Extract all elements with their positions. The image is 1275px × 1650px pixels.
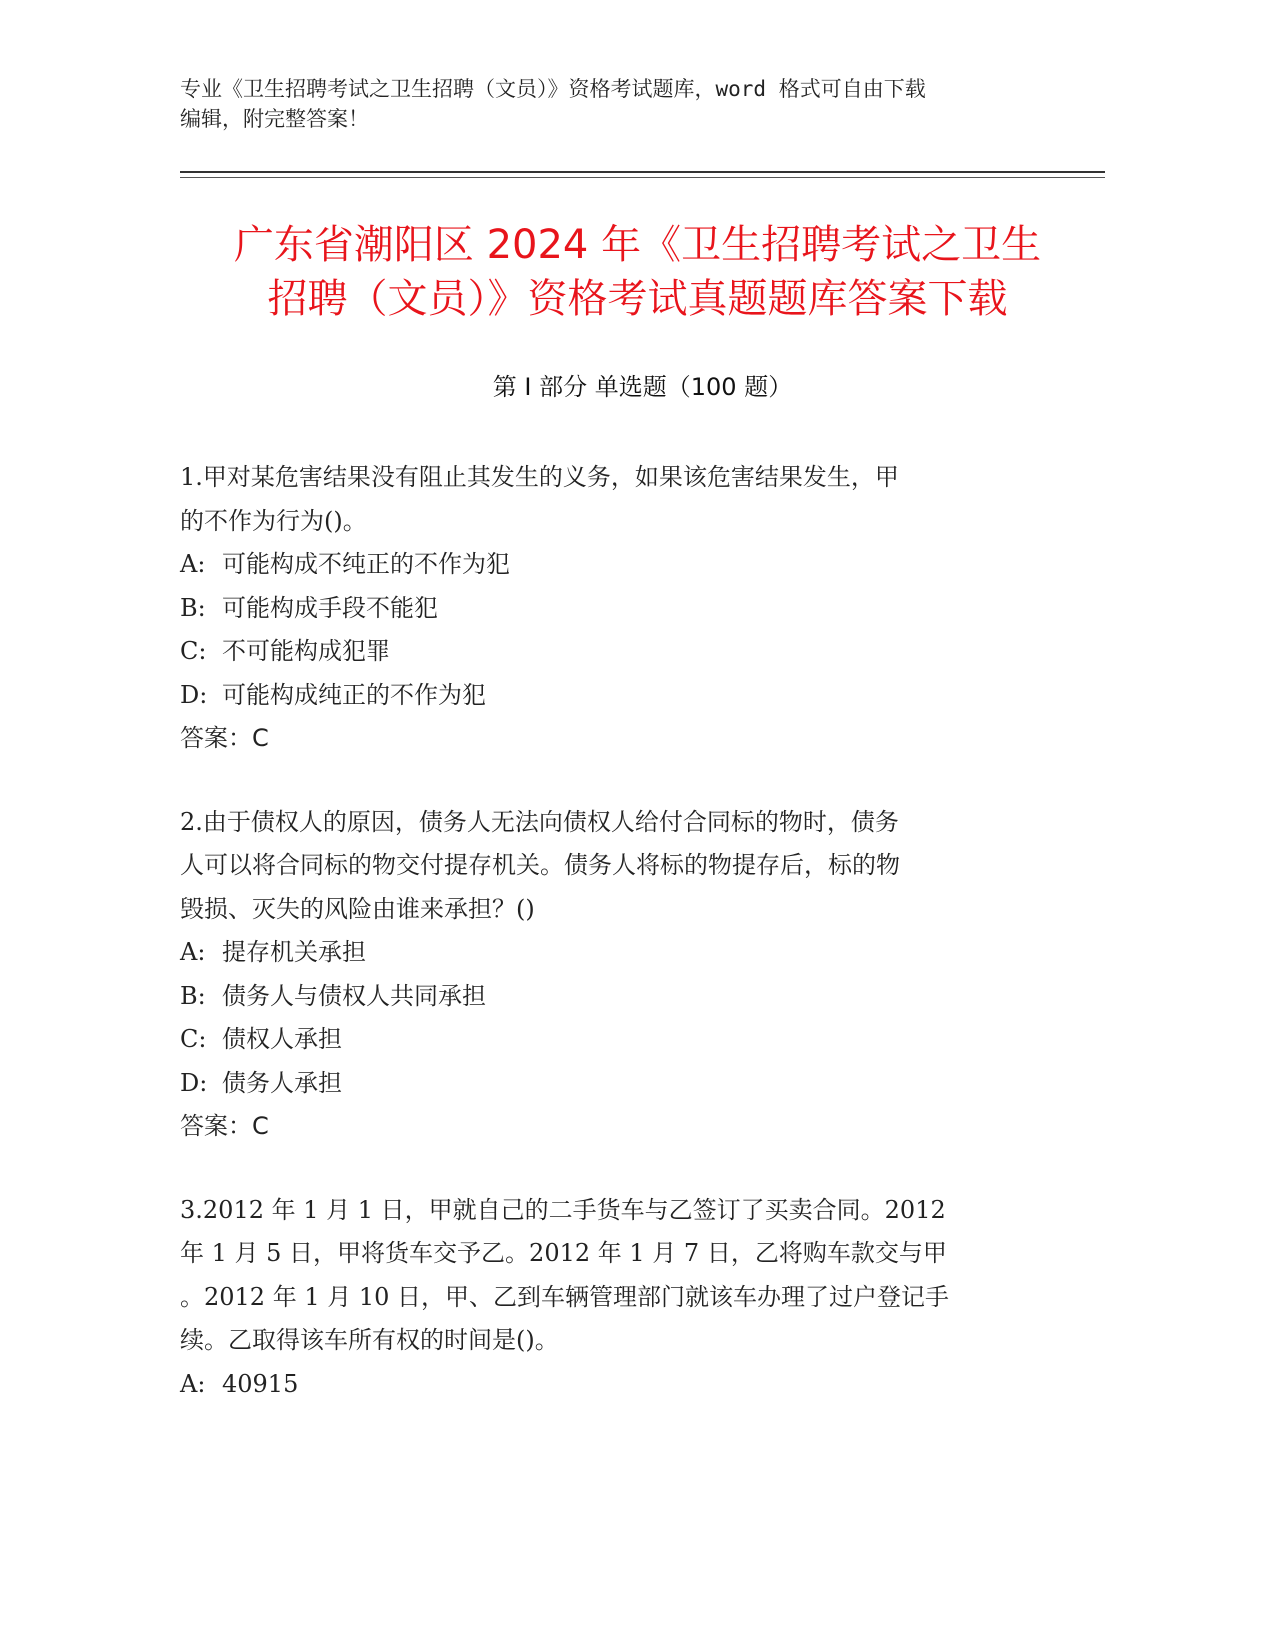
question-stem-line: 续。乙取得该车所有权的时间是()。 (180, 1326, 559, 1354)
question-stem-line: 年 1 月 5 日，甲将货车交予乙。2012 年 1 月 7 日，乙将购车款交与甲 (180, 1239, 947, 1267)
question-stem-line: 2.由于债权人的原因，债务人无法向债权人给付合同标的物时，债务 (180, 807, 899, 836)
option-text: 债务人承担 (222, 1068, 342, 1097)
option-text: 债权人承担 (222, 1025, 342, 1053)
option-a (180, 1363, 1060, 1407)
question-list (180, 456, 1060, 1446)
header-divider-thin (180, 177, 1105, 178)
option-text: 提存机关承担 (222, 938, 366, 966)
document-title-line: 招聘（文员）》资格考试真题题库答案下载 (267, 276, 1008, 322)
option-key: C: (180, 1025, 207, 1053)
option-d (180, 674, 1060, 718)
option-text: 可能构成不纯正的不作为犯 (222, 550, 510, 578)
option-c (180, 630, 1060, 674)
option-text: 40915 (222, 1369, 299, 1398)
header-note (180, 74, 1060, 134)
option-c (180, 1018, 1060, 1062)
header-divider-thick (180, 171, 1105, 173)
option-key: C: (180, 637, 207, 665)
option-b (180, 587, 1060, 631)
question-item (180, 801, 1060, 1149)
option-text: 可能构成手段不能犯 (222, 593, 438, 622)
answer-line: 答案：C (180, 724, 269, 752)
option-text: 债务人与债权人共同承担 (222, 981, 486, 1010)
option-text: 不可能构成犯罪 (222, 637, 390, 665)
question-item (180, 456, 1060, 761)
option-key: B: (180, 593, 206, 622)
document-title (150, 218, 1125, 326)
option-key: D: (180, 1068, 208, 1097)
option-b (180, 975, 1060, 1019)
option-key: B: (180, 981, 206, 1010)
answer-line: 答案：C (180, 1112, 269, 1140)
question-stem-line: 。2012 年 1 月 10 日，甲、乙到车辆管理部门就该车办理了过户登记手 (180, 1282, 950, 1311)
option-a (180, 931, 1060, 975)
option-d (180, 1062, 1060, 1106)
section-heading: 第 I 部分 单选题（100 题） (492, 373, 793, 401)
option-key: A: (180, 550, 206, 578)
document-title-line: 广东省潮阳区 2024 年《卫生招聘考试之卫生 (233, 222, 1042, 268)
question-stem-line: 1.甲对某危害结果没有阻止其发生的义务，如果该危害结果发生，甲 (180, 463, 899, 491)
option-key: D: (180, 680, 208, 709)
header-note-line: 编辑，附完整答案！ (180, 107, 369, 131)
option-text: 可能构成纯正的不作为犯 (222, 680, 486, 709)
option-key: A: (180, 938, 206, 966)
option-a (180, 543, 1060, 587)
question-stem-line: 人可以将合同标的物交付提存机关。债务人将标的物提存后，标的物 (180, 851, 900, 879)
question-stem-line: 3.2012 年 1 月 1 日，甲就自己的二手货车与乙签订了买卖合同。2012 (180, 1195, 946, 1224)
question-item (180, 1189, 1060, 1407)
header-note-line: 专业《卫生招聘考试之卫生招聘（文员）》资格考试题库，word 格式可自由下载 (180, 77, 926, 101)
option-key: A: (180, 1369, 206, 1398)
question-stem-line: 的不作为行为()。 (180, 506, 367, 535)
question-stem-line: 毁损、灭失的风险由谁来承担？() (180, 894, 535, 923)
